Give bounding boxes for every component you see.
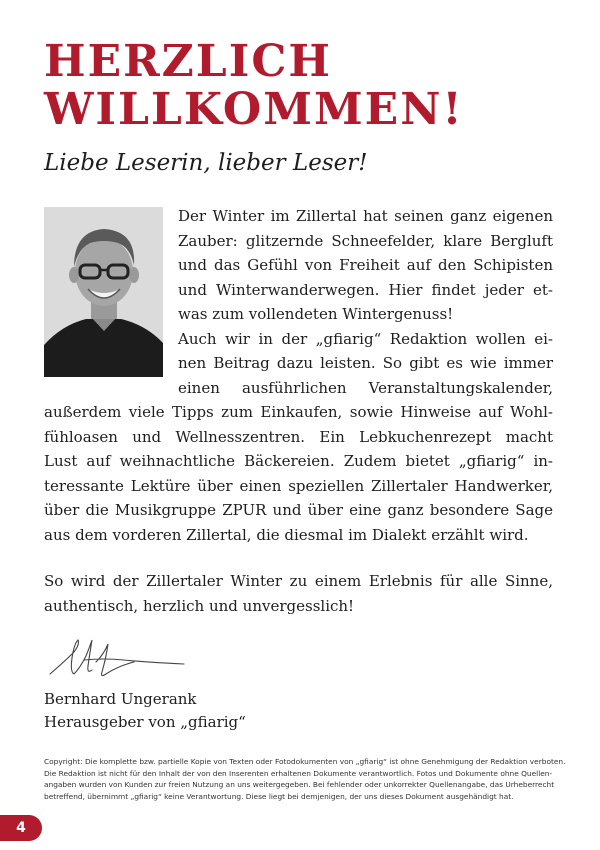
copyright-notice: [44, 756, 566, 802]
author-role: Herausgeber von „gfiarig“: [44, 713, 246, 731]
copyright-line: betreffend, übernimmt „gfiarig“ keine Verantwortung. Diese liegt bei demjenigen, der uns dieses Dokument ausgehändigt hat.: [44, 791, 514, 801]
page-title: [44, 38, 464, 134]
copyright-line: Copyright: Die komplette bzw. partielle Kopie von Texten oder Fotodokumenten von „gfiarig“ ist ohne Genehmigung der Redaktion verboten.: [44, 757, 566, 766]
text-line: teressante Lektüre über einen speziellen Zillertaler Handwerker,: [44, 476, 553, 495]
page-number: 4: [0, 815, 42, 841]
text-line: außerdem viele Tipps zum Einkaufen, sowie Hinweise auf Wohl-: [44, 403, 553, 421]
text-line: einen ausführlichen Veranstaltungskalender,: [178, 378, 553, 397]
intro-paragraph: [178, 204, 553, 400]
text-line: aus dem vorderen Zillertal, die diesmal im Dialekt erzählt wird.: [44, 525, 529, 544]
text-line: und das Gefühl von Freiheit auf den Schipisten: [178, 256, 553, 274]
text-line: nen Beitrag dazu leisten. So gibt es wie immer: [178, 354, 553, 372]
text-line: Lust auf weihnachtliche Bäckereien. Zudem bietet „gfiarig“ in-: [44, 452, 553, 470]
body-paragraph: [44, 400, 553, 547]
text-line: So wird der Zillertaler Winter zu einem Erlebnis für alle Sinne,: [44, 572, 553, 590]
text-line: was zum vollendeten Wintergenuss!: [178, 305, 454, 323]
title-line-2: WILLKOMMEN!: [44, 84, 464, 135]
text-line: authentisch, herzlich und unvergesslich!: [44, 596, 355, 615]
text-line: Auch wir in der „gfiarig“ Redaktion wollen ei-: [178, 329, 553, 348]
author-block: [44, 688, 246, 734]
signature-icon: [44, 632, 194, 686]
copyright-line: Die Redaktion ist nicht für den Inhalt der von den Inserenten erhaltenen Dokumente verantwortlich. Fotos und Dokumente ohne Quellen-: [44, 768, 553, 778]
portrait-image: [44, 207, 163, 377]
text-line: Der Winter im Zillertal hat seinen ganz eigenen: [178, 207, 553, 225]
author-name: Bernhard Ungerank: [44, 690, 197, 708]
greeting: Liebe Leserin, lieber Leser!: [44, 150, 368, 176]
copyright-line: angaben wurden von Kunden zur freien Nutzung an uns weitergegeben. Bei fehlender oder unkorrekter Quellenangabe, das Urheberrecht: [44, 780, 555, 789]
text-line: fühloasen und Wellnesszentren. Ein Lebkuchenrezept macht: [44, 427, 553, 446]
text-line: über die Musikgruppe ZPUR und über eine ganz besondere Sage: [44, 501, 553, 519]
text-line: und Winterwanderwegen. Hier findet jeder et-: [178, 280, 553, 299]
author-photo: [44, 207, 163, 377]
title-line-1: HERZLICH: [44, 36, 332, 87]
closing-paragraph: [44, 569, 553, 618]
text-line: Zauber: glitzernde Schneefelder, klare Bergluft: [178, 231, 553, 250]
